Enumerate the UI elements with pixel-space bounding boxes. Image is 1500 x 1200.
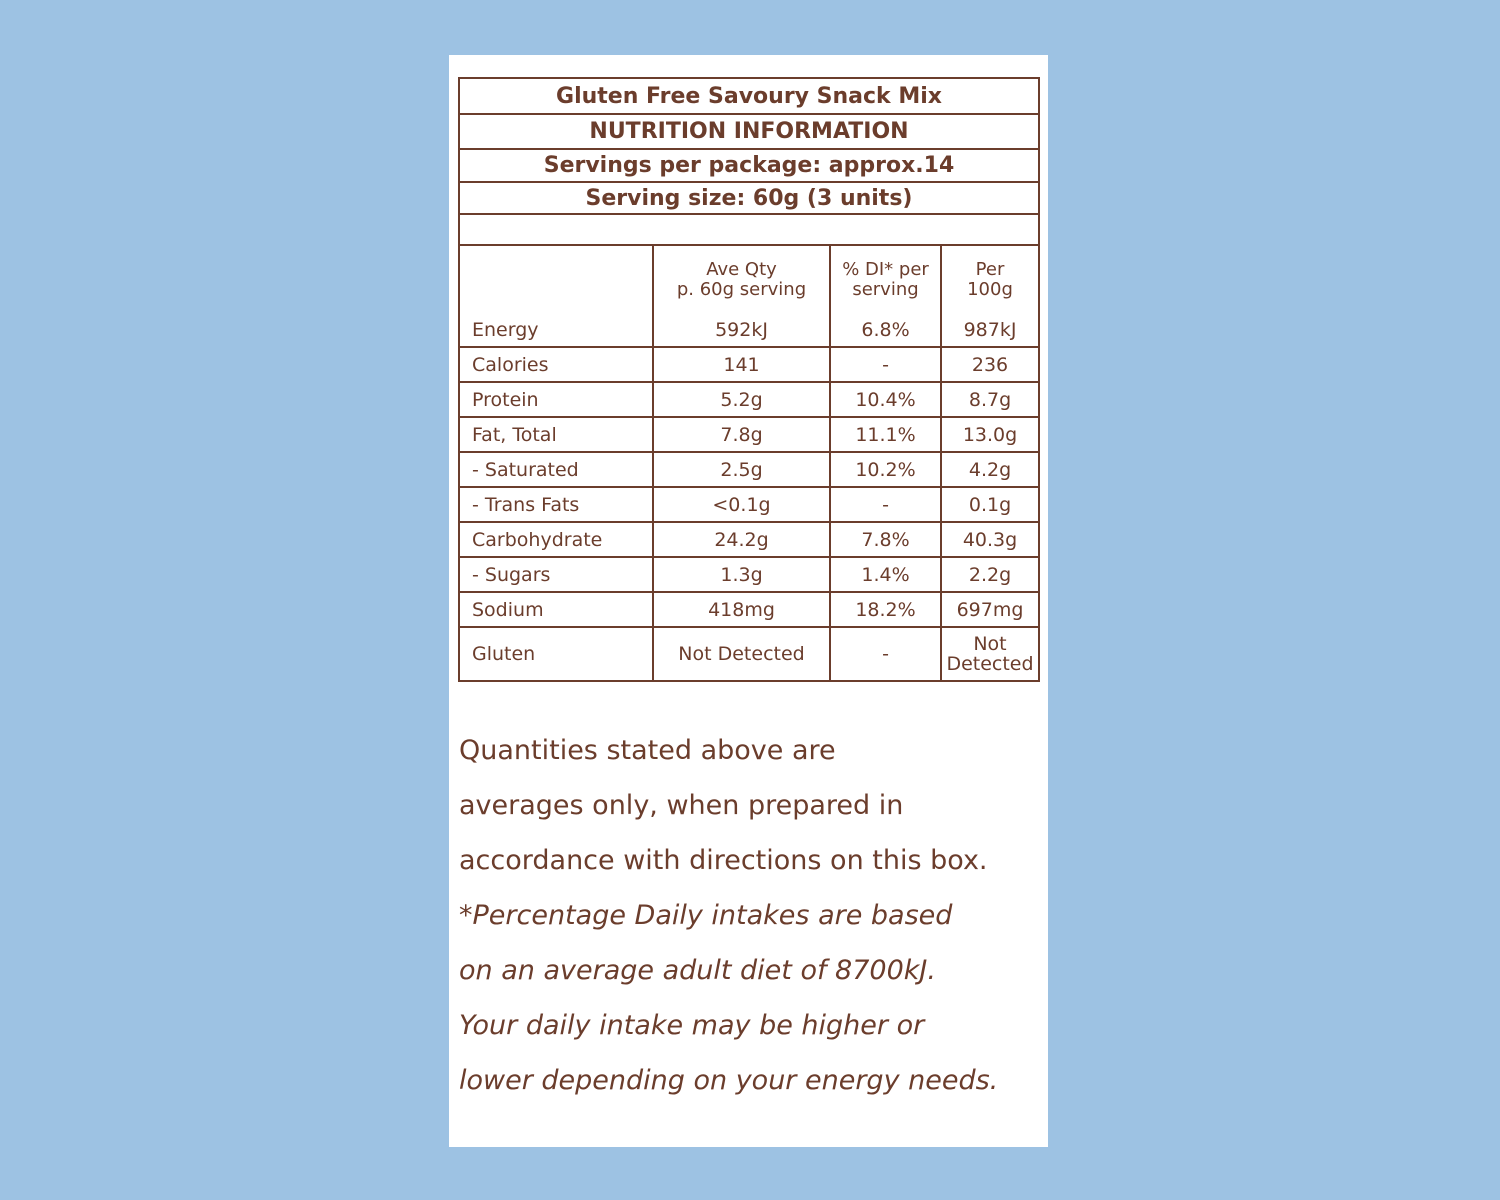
header-per-100g bbox=[941, 246, 1038, 313]
ave-qty-value: 592kJ bbox=[653, 313, 830, 347]
per-100g-value: 987kJ bbox=[941, 313, 1038, 347]
ave-qty-value: 7.8g bbox=[653, 417, 830, 452]
nutrient-name: Fat, Total bbox=[460, 417, 653, 452]
header-per-100g-line2: 100g bbox=[967, 278, 1013, 300]
ave-qty-value: 1.3g bbox=[653, 557, 830, 592]
header-percent-di bbox=[830, 246, 941, 313]
nutrient-name: Energy bbox=[460, 313, 653, 347]
table-row bbox=[460, 592, 1038, 627]
ave-qty-value: 418mg bbox=[653, 592, 830, 627]
nutrient-name: Gluten bbox=[460, 627, 653, 680]
per-100g-value: 0.1g bbox=[941, 487, 1038, 522]
table-row bbox=[460, 382, 1038, 417]
ave-qty-value: 141 bbox=[653, 347, 830, 382]
blank-row bbox=[460, 215, 1038, 246]
nutrient-name: - Trans Fats bbox=[460, 487, 653, 522]
table-row bbox=[460, 557, 1038, 592]
header-ave-qty bbox=[653, 246, 830, 313]
per-100g-value: 4.2g bbox=[941, 452, 1038, 487]
header-nutrient bbox=[460, 246, 653, 313]
ave-qty-value: 5.2g bbox=[653, 382, 830, 417]
per-100g-value: 697mg bbox=[941, 592, 1038, 627]
percent-di-value: 1.4% bbox=[830, 557, 941, 592]
servings-per-package: Servings per package: approx.14 bbox=[460, 150, 1038, 183]
nutrient-name: Carbohydrate bbox=[460, 522, 653, 557]
header-ave-qty-line1: Ave Qty bbox=[706, 258, 777, 280]
table-row bbox=[460, 313, 1038, 347]
ave-qty-value: <0.1g bbox=[653, 487, 830, 522]
footnotes bbox=[459, 723, 1039, 1108]
header-per-100g-line1: Per bbox=[975, 258, 1005, 280]
percent-di-value: 10.4% bbox=[830, 382, 941, 417]
per-100g-value: 8.7g bbox=[941, 382, 1038, 417]
header-percent-di-line2: serving bbox=[852, 278, 919, 300]
percent-di-value: - bbox=[830, 347, 941, 382]
nutrient-name: Sodium bbox=[460, 592, 653, 627]
table-row bbox=[460, 627, 1038, 680]
table-row bbox=[460, 522, 1038, 557]
table-header-row bbox=[460, 246, 1038, 313]
nutrition-label-card bbox=[449, 55, 1048, 1147]
ave-qty-value: Not Detected bbox=[653, 627, 830, 680]
nutrient-name: Protein bbox=[460, 382, 653, 417]
table-row bbox=[460, 452, 1038, 487]
header-ave-qty-line2: p. 60g serving bbox=[676, 278, 807, 300]
nutrient-name: - Saturated bbox=[460, 452, 653, 487]
serving-size: Serving size: 60g (3 units) bbox=[460, 183, 1038, 215]
percent-di-value: 18.2% bbox=[830, 592, 941, 627]
table-row bbox=[460, 347, 1038, 382]
percent-di-value: - bbox=[830, 487, 941, 522]
per-100g-value: 13.0g bbox=[941, 417, 1038, 452]
table-row bbox=[460, 417, 1038, 452]
percent-di-value: - bbox=[830, 627, 941, 680]
percent-di-value: 6.8% bbox=[830, 313, 941, 347]
ave-qty-value: 24.2g bbox=[653, 522, 830, 557]
per-100g-value bbox=[941, 627, 1038, 680]
note-line: on an average adult diet of 8700kJ. bbox=[459, 955, 936, 986]
note-line: Your daily intake may be higher or bbox=[459, 1010, 925, 1041]
panel-heading: NUTRITION INFORMATION bbox=[460, 115, 1038, 150]
ave-qty-value: 2.5g bbox=[653, 452, 830, 487]
note-line: *Percentage Daily intakes are based bbox=[459, 900, 953, 931]
nutrition-panel bbox=[458, 77, 1040, 682]
note-line: averages only, when prepared in bbox=[459, 790, 904, 821]
note-line: lower depending on your energy needs. bbox=[459, 1065, 999, 1096]
percent-di-value: 7.8% bbox=[830, 522, 941, 557]
per-100g-value: 2.2g bbox=[941, 557, 1038, 592]
nutrition-table bbox=[460, 246, 1038, 680]
nutrient-name: Calories bbox=[460, 347, 653, 382]
note-line: Quantities stated above are bbox=[459, 735, 836, 766]
per-100g-value-line2: Detected bbox=[946, 653, 1034, 675]
product-name: Gluten Free Savoury Snack Mix bbox=[460, 79, 1038, 115]
table-row bbox=[460, 487, 1038, 522]
nutrient-name: - Sugars bbox=[460, 557, 653, 592]
per-100g-value: 40.3g bbox=[941, 522, 1038, 557]
percent-di-value: 11.1% bbox=[830, 417, 941, 452]
note-line: accordance with directions on this box. bbox=[459, 845, 988, 876]
header-percent-di-line1: % DI* per bbox=[842, 258, 929, 280]
percent-di-value: 10.2% bbox=[830, 452, 941, 487]
per-100g-value: 236 bbox=[941, 347, 1038, 382]
per-100g-value-line1: Not bbox=[973, 633, 1007, 655]
